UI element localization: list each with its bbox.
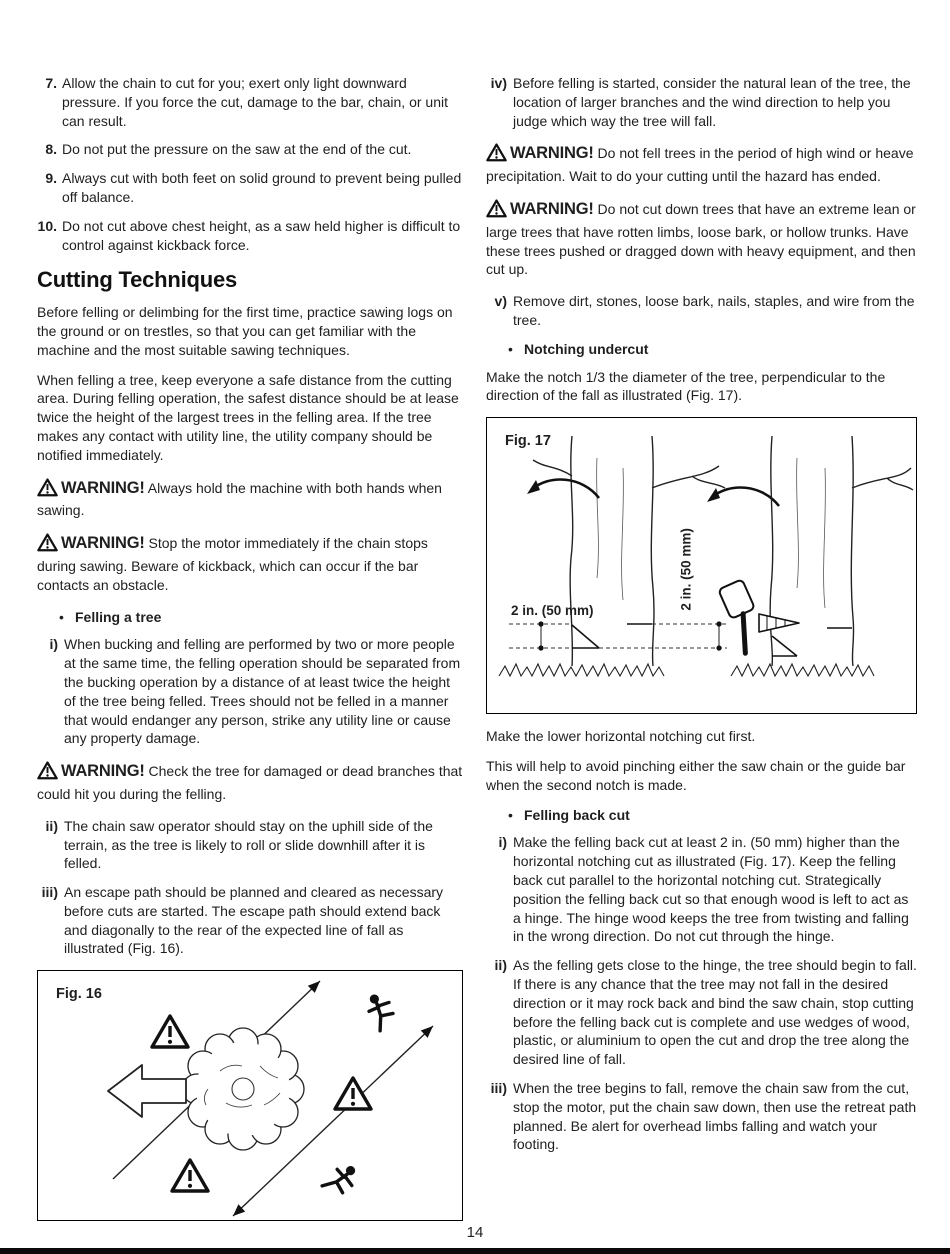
bullet-glyph: •	[508, 806, 513, 823]
item-text: Always cut with both feet on solid ground to prevent being pulled off balance.	[62, 170, 462, 205]
fall-direction-arrowhead	[527, 480, 540, 494]
left-column	[37, 74, 464, 1221]
figure-16-label: Fig. 16	[56, 986, 102, 1003]
sub-item-iii	[37, 883, 464, 958]
item-marker: 8.	[45, 141, 57, 158]
bullet-glyph: •	[59, 608, 64, 625]
item-marker: 10.	[37, 217, 57, 234]
warning-label: WARNING!	[510, 199, 594, 218]
sub-item-backcut-i	[486, 833, 918, 946]
warning-text: Do not cut down trees that have an extreme lean or large trees that have rotten limbs, loose bark, or hollow trunks. Have these trees pushed or dragged down with heavy equipment, and then cut up.	[486, 200, 916, 278]
fig17-notching-diagram	[487, 418, 916, 713]
warning-hold-machine	[37, 478, 464, 521]
warning-triangle-icon	[152, 1016, 188, 1047]
item-text: Do not put the pressure on the saw at the end of the cut.	[62, 141, 412, 158]
right-column	[486, 74, 918, 1164]
warning-rotten-trees	[486, 199, 918, 279]
numbered-item-10	[37, 217, 464, 255]
sub-item-backcut-ii	[486, 956, 918, 1069]
warning-text: Check the tree for damaged or dead branches that could hit you during the felling.	[37, 763, 463, 802]
sub-item-i	[37, 635, 464, 748]
sub-item-backcut-iii	[486, 1079, 918, 1154]
fall-direction-arrow-icon	[108, 1065, 186, 1117]
item-text: When the tree begins to fall, remove the chain saw from the cut, stop the motor, put the chain saw down, then use the retreat path planned. Be alert for overhead limbs falling and watch your footing.	[513, 1079, 917, 1153]
bullet-glyph: •	[508, 340, 513, 357]
bullet-felling-a-tree	[59, 608, 464, 627]
warning-triangle-icon	[486, 143, 507, 167]
section-heading-cutting-techniques: Cutting Techniques	[37, 267, 238, 293]
warning-triangle-icon	[335, 1078, 371, 1109]
para-lower-cut-first: Make the lower horizontal notching cut first.	[486, 728, 756, 745]
page-number: 14	[466, 1224, 484, 1241]
bullet-felling-back-cut	[508, 806, 918, 825]
warning-triangle-icon	[486, 199, 507, 223]
item-marker: v)	[494, 293, 507, 310]
notch-cut-lines	[572, 624, 652, 648]
bullet-notching-undercut	[508, 340, 918, 359]
tree-trunk-illustration	[770, 436, 913, 666]
bullet-label: Felling back cut	[524, 806, 630, 823]
warning-text: Do not fell trees in the period of high wind or heave precipitation. Wait to do your cutting until the hazard has ended.	[486, 145, 914, 185]
item-text: Before felling is started, consider the natural lean of the tree, the location of larger branches and the wind direction to help you judge which way the tree will fall.	[513, 75, 911, 129]
item-marker: ii)	[45, 817, 58, 834]
tree-crown-illustration	[182, 1028, 304, 1150]
item-marker: iii)	[490, 1079, 507, 1096]
item-text: Do not cut above chest height, as a saw held higher is difficult to control against kickback force.	[62, 217, 461, 253]
warning-label: WARNING!	[61, 478, 145, 497]
item-marker: ii)	[494, 957, 507, 974]
warning-label: WARNING!	[61, 534, 145, 553]
para-safe-distance: When felling a tree, keep everyone a safe distance from the cutting area. During felling operation, the safest distance should be at lease twice the height of the largest trees in the felling area. If the tree makes any contact with utility line, the utility company should be notified immediately.	[37, 371, 459, 463]
warning-triangle-icon	[37, 478, 58, 502]
item-text: Make the felling back cut at least 2 in. (50 mm) higher than the horizontal notching cut as illustrated (Fig. 17). Keep the felling back cut parallel to the horizontal notching cut. Strategically position the felling back cut so that enough wood is left to act as a hinge. The hinge wood keeps the tree from twisting and falling in the wrong direction. Do not cut through the hinge.	[513, 834, 909, 945]
warning-stop-motor	[37, 533, 464, 594]
item-marker: 7.	[45, 75, 57, 91]
item-marker: iii)	[41, 884, 58, 901]
warning-label: WARNING!	[61, 762, 145, 781]
grass-illustration	[499, 664, 874, 676]
sub-item-iv	[486, 74, 918, 130]
numbered-item-7	[37, 74, 464, 130]
figure-17-label: Fig. 17	[505, 433, 551, 450]
fall-direction-arrow-icon	[711, 488, 779, 506]
warning-check-tree	[37, 761, 464, 804]
item-marker: iv)	[490, 75, 507, 91]
item-text: As the felling gets close to the hinge, the tree should begin to fall. If there is any chance that the tree may not fall in the desired direction or it may rock back and bind the saw chain, stop cutting before the felling back cut is complete and use wedges of wood, plastic, or aluminium to open the cut and drop the tree along the desired line of fall.	[513, 957, 917, 1068]
sub-item-ii	[37, 817, 464, 873]
item-marker: i)	[49, 636, 58, 653]
running-person-icon	[359, 990, 399, 1031]
item-text: An escape path should be planned and cleared as necessary before cuts are started. The escape path should extend back and diagonally to the rear of the expected line of fall as illustrated (Fig. 16).	[64, 884, 444, 957]
warning-high-wind	[486, 143, 918, 186]
warning-triangle-icon	[37, 533, 58, 557]
wedge-icon	[759, 614, 799, 632]
numbered-item-8	[37, 140, 464, 159]
fig16-escape-path-diagram	[38, 971, 462, 1220]
item-marker: 9.	[45, 170, 57, 187]
warning-triangle-icon	[37, 761, 58, 785]
dimension-label-vertical: 2 in. (50 mm)	[678, 528, 694, 611]
item-text: Remove dirt, stones, loose bark, nails, staples, and wire from the tree.	[513, 293, 915, 328]
dimension-label-horizontal: 2 in. (50 mm)	[511, 603, 594, 619]
fall-direction-arrowhead	[707, 488, 720, 502]
sub-item-v	[486, 292, 918, 330]
para-practice-sawing: Before felling or delimbing for the first time, practice sawing logs on the ground or on trestles, so that you can get familiar with the machine and the most suitable sawing techniques.	[37, 304, 453, 358]
item-text: The chain saw operator should stay on the uphill side of the terrain, as the tree is likely to roll or slide downhill after it is felled.	[64, 817, 433, 872]
item-marker: i)	[498, 834, 507, 851]
bullet-label: Felling a tree	[75, 608, 162, 625]
para-notch-diameter: Make the notch 1/3 the diameter of the tree, perpendicular to the direction of the fall as illustrated (Fig. 17).	[486, 368, 886, 404]
fall-direction-arrow-icon	[531, 480, 599, 498]
item-text: When bucking and felling are performed by two or more people at the same time, the felling operation should be separated from the bucking operation by a distance of at least twice the height of the tree being felled. Trees should not be felled in a manner that would endanger any person, strike any utility line or cause any property damage.	[64, 636, 461, 747]
running-person-icon	[322, 1159, 360, 1200]
warning-triangle-icon	[172, 1160, 208, 1191]
figure-17	[486, 417, 917, 714]
bullet-label: Notching undercut	[524, 340, 649, 357]
page-edge-bar	[0, 1248, 950, 1254]
notch-cut-lines	[772, 628, 852, 656]
numbered-item-9	[37, 169, 464, 207]
item-text: Allow the chain to cut for you; exert only light downward pressure. If you force the cut, damage to the bar, chain, or unit can result.	[62, 75, 448, 129]
figure-16	[37, 970, 463, 1221]
warning-text: Stop the motor immediately if the chain stops during sawing. Beware of kickback, which can occur if the bar contacts an obstacle.	[37, 535, 428, 593]
warning-text: Always hold the machine with both hands when sawing.	[37, 479, 442, 519]
warning-label: WARNING!	[510, 144, 594, 163]
para-avoid-pinching: This will help to avoid pinching either the saw chain or the guide bar when the second notch is made.	[486, 757, 906, 793]
